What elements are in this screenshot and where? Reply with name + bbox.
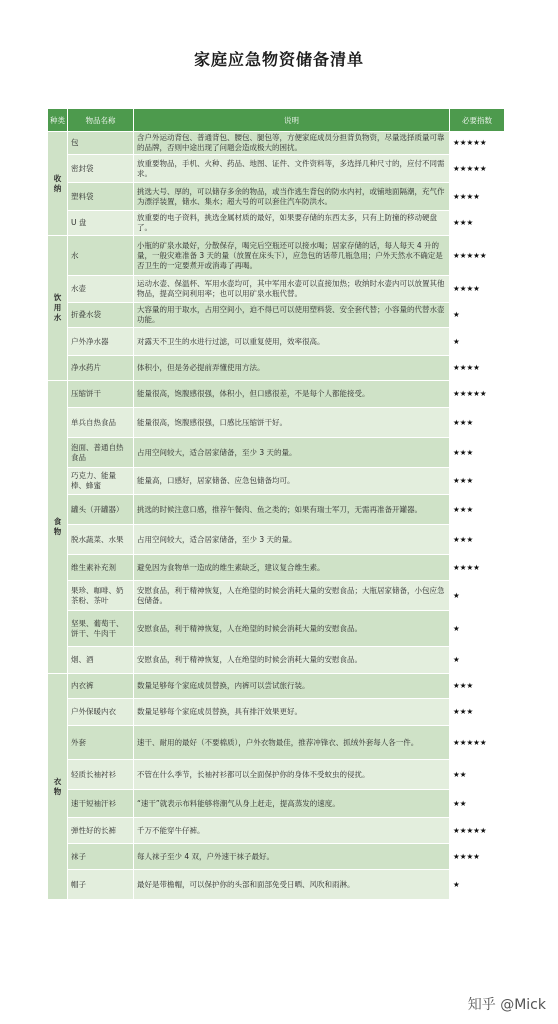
table-row [48, 555, 505, 581]
category-cell [48, 236, 68, 381]
item-name: 弹性好的长裤 [68, 818, 134, 844]
category-label: 收纳 [53, 173, 62, 193]
necessity-stars: ★★★ [450, 495, 505, 525]
item-desc: 占用空间较大，适合居家储备，至少 3 天的量。 [134, 525, 450, 555]
item-name: 脱水蔬菜、水果 [68, 525, 134, 555]
necessity-stars: ★ [450, 647, 505, 674]
item-name: 巧克力、能量棒、蜂蜜 [68, 468, 134, 495]
necessity-stars: ★★ [450, 790, 505, 818]
item-name: 轻质长袖衬衫 [68, 760, 134, 790]
header-name: 物品名称 [68, 109, 134, 132]
header-level: 必要指数 [450, 109, 505, 132]
item-name: 速干短袖汗衫 [68, 790, 134, 818]
item-name: 帽子 [68, 870, 134, 900]
item-name: 塑料袋 [68, 183, 134, 211]
category-cell [48, 674, 68, 900]
item-name: 果珍、咖啡、奶茶粉、茶叶 [68, 581, 134, 611]
header-category: 种类 [48, 109, 68, 132]
item-name: U 盘 [68, 211, 134, 236]
item-desc: 含户外运动背包、普通背包、腰包、腿包等，方便家庭成员分担背负物资，尽量选择质量可靠的品牌，否则中途出现了问题会造成极大的困扰。 [134, 132, 450, 155]
table-row [48, 132, 505, 155]
table-row [48, 438, 505, 468]
necessity-stars: ★ [450, 328, 505, 356]
necessity-stars: ★★★ [450, 674, 505, 699]
table-row [48, 211, 505, 236]
table-row [48, 581, 505, 611]
item-name: 泡面、普通自热食品 [68, 438, 134, 468]
header-desc: 说明 [134, 109, 450, 132]
table-row [48, 525, 505, 555]
item-name: 户外保暖内衣 [68, 699, 134, 726]
table-row [48, 155, 505, 183]
table-row [48, 870, 505, 900]
item-desc: 避免因为食物单一造成的维生素缺乏，建议复合维生素。 [134, 555, 450, 581]
item-name: 净水药片 [68, 356, 134, 381]
category-label: 饮用水 [53, 293, 62, 322]
item-desc: 数量足够每个家庭成员替换，具有排汗效果更好。 [134, 699, 450, 726]
item-desc: 放重要的电子资料，挑选金属材质的最好，如果要存储的东西太多，只有上防撞的移动硬盘了。 [134, 211, 450, 236]
necessity-stars: ★★★★★ [450, 155, 505, 183]
table-row [48, 183, 505, 211]
item-name: 烟、酒 [68, 647, 134, 674]
table-row [48, 726, 505, 760]
item-name: 袜子 [68, 844, 134, 870]
table-row [48, 356, 505, 381]
item-desc: “速干”就表示布料能够将潮气从身上赶走，提高蒸发的速度。 [134, 790, 450, 818]
category-cell [48, 132, 68, 236]
item-name: 压缩饼干 [68, 381, 134, 408]
item-name: 单兵自热食品 [68, 408, 134, 438]
table-row [48, 495, 505, 525]
necessity-stars: ★★★ [450, 408, 505, 438]
page-title: 家庭应急物资储备清单 [193, 50, 364, 69]
necessity-stars: ★★★★ [450, 356, 505, 381]
item-name: 水 [68, 236, 134, 276]
necessity-stars: ★ [450, 581, 505, 611]
item-name: 内衣裤 [68, 674, 134, 699]
table-row [48, 647, 505, 674]
item-name: 罐头（开罐器） [68, 495, 134, 525]
item-desc: 不管在什么季节，长袖衬衫都可以全面保护你的身体不受蚊虫的侵扰。 [134, 760, 450, 790]
item-desc: 体积小，但是务必提前弄懂使用方法。 [134, 356, 450, 381]
necessity-stars: ★ [450, 870, 505, 900]
table-row [48, 236, 505, 276]
table-row [48, 699, 505, 726]
item-desc: 小瓶的矿泉水最好，分散保存，喝完后空瓶还可以接水喝；居家存储的话，每人每天 4 升的量，一般灾难准备 3 天的量（放置在床头下），应急包的话带几瓶急用；户外天然水不确定是否卫生的一定要煮开或消毒了再喝。 [134, 236, 450, 276]
item-desc: 安慰食品，利于精神恢复，人在绝望的时候会消耗大量的安慰食品。 [134, 611, 450, 647]
item-desc: 放重要物品，手机、火种、药品、地图、证件、文件资料等，多选择几种尺寸的，应付不同需求。 [134, 155, 450, 183]
item-desc: 大容量的用于取水，占用空间小，迫不得已可以使用塑料袋、安全套代替；小容量的代替水壶功能。 [134, 303, 450, 328]
table-row [48, 408, 505, 438]
category-label: 食物 [53, 517, 62, 536]
table-row [48, 844, 505, 870]
table-row [48, 790, 505, 818]
table-row [48, 381, 505, 408]
necessity-stars: ★★★★★ [450, 381, 505, 408]
necessity-stars: ★★★ [450, 438, 505, 468]
necessity-stars: ★ [450, 611, 505, 647]
item-desc: 能量高，口感好，居家储备、应急包储备均可。 [134, 468, 450, 495]
item-desc: 最好是带檐帽，可以保护你的头部和面部免受日晒、风吹和雨淋。 [134, 870, 450, 900]
table-row [48, 468, 505, 495]
item-desc: 能量很高，饱腹感很强，体积小，但口感很差，不是每个人都能接受。 [134, 381, 450, 408]
table-row [48, 674, 505, 699]
necessity-stars: ★★★★★ [450, 726, 505, 760]
necessity-stars: ★★★★ [450, 183, 505, 211]
item-desc: 挑选大号、厚的，可以储存多余的物品，或当作逃生背包的防水内衬，或铺地面隔潮，充气作为漂浮装置，储水、集水；超大号的可以套住汽车防洪水。 [134, 183, 450, 211]
item-name: 折叠水袋 [68, 303, 134, 328]
necessity-stars: ★★★★★ [450, 818, 505, 844]
necessity-stars: ★★★ [450, 525, 505, 555]
item-name: 维生素补充剂 [68, 555, 134, 581]
table-body [48, 132, 505, 900]
item-desc: 安慰食品，利于精神恢复，人在绝望的时候会消耗大量的安慰食品；大瓶居家储备，小包应急包储备。 [134, 581, 450, 611]
watermark: 知乎 @Mick [467, 997, 546, 1013]
table-row [48, 328, 505, 356]
table-row [48, 760, 505, 790]
item-desc: 占用空间较大，适合居家储备，至少 3 天的量。 [134, 438, 450, 468]
item-name: 密封袋 [68, 155, 134, 183]
necessity-stars: ★★★★ [450, 555, 505, 581]
item-desc: 每人袜子至少 4 双，户外速干袜子最好。 [134, 844, 450, 870]
necessity-stars: ★★★ [450, 699, 505, 726]
table-row [48, 276, 505, 303]
category-cell [48, 381, 68, 674]
item-desc: 能量很高，饱腹感很强，口感比压缩饼干好。 [134, 408, 450, 438]
necessity-stars: ★★ [450, 760, 505, 790]
item-desc: 挑选的时候注意口感，推荐午餐肉、鱼之类的；如果有瑞士军刀，无需再准备开罐器。 [134, 495, 450, 525]
table-row [48, 303, 505, 328]
category-label: 衣物 [53, 776, 62, 796]
necessity-stars: ★★★★ [450, 844, 505, 870]
item-desc: 数量足够每个家庭成员替换，内裤可以尝试旅行装。 [134, 674, 450, 699]
necessity-stars: ★★★ [450, 468, 505, 495]
item-name: 外套 [68, 726, 134, 760]
table-row [48, 818, 505, 844]
necessity-stars: ★★★ [450, 211, 505, 236]
item-desc: 对露天不卫生的水进行过滤，可以重复使用，效率很高。 [134, 328, 450, 356]
item-desc: 安慰食品，利于精神恢复，人在绝望的时候会消耗大量的安慰食品。 [134, 647, 450, 674]
necessity-stars: ★★★★★ [450, 132, 505, 155]
necessity-stars: ★★★★★ [450, 236, 505, 276]
supply-table [47, 108, 505, 900]
item-name: 水壶 [68, 276, 134, 303]
item-name: 户外净水器 [68, 328, 134, 356]
item-desc: 速干、耐用的最好（不要棉质），户外衣物最佳，推荐冲锋衣、抓绒外套每人各一件。 [134, 726, 450, 760]
necessity-stars: ★★★★ [450, 276, 505, 303]
table-row [48, 611, 505, 647]
item-name: 包 [68, 132, 134, 155]
table-header-row [48, 109, 505, 132]
item-desc: 运动水壶、保温杯、军用水壶均可，其中军用水壶可以直接加热；收纳时水壶内可以放置其他物品，提高空间利用率；也可以用矿泉水瓶代替。 [134, 276, 450, 303]
item-name: 坚果、葡萄干、饼干、牛肉干 [68, 611, 134, 647]
necessity-stars: ★ [450, 303, 505, 328]
item-desc: 千万不能穿牛仔裤。 [134, 818, 450, 844]
